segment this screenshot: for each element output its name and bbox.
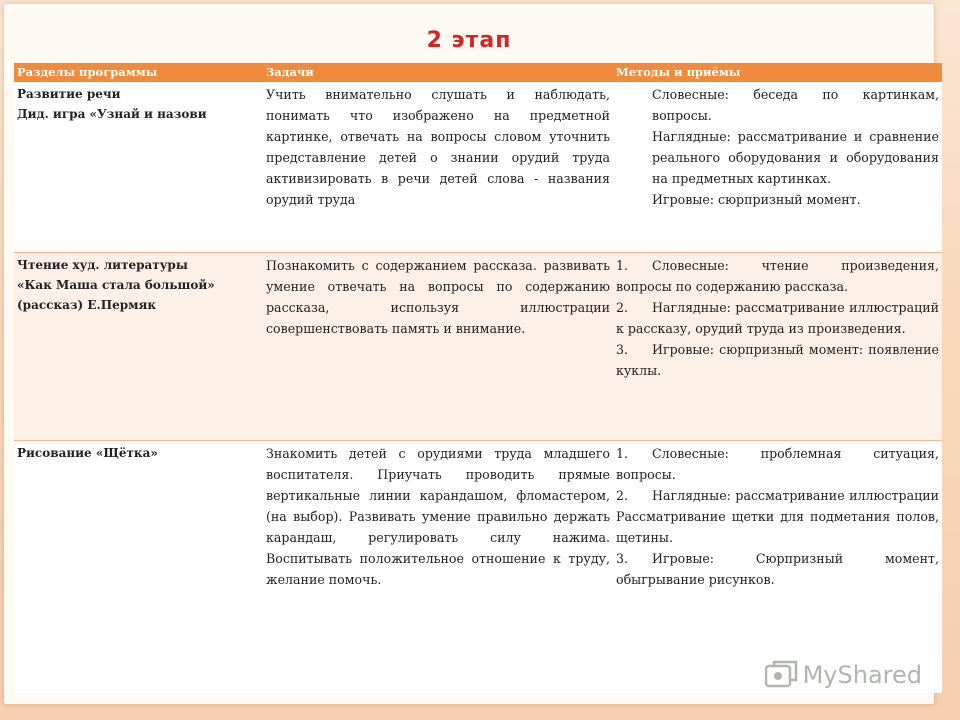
method-item: Словесные: беседа по картинкам, вопросы. (652, 87, 939, 123)
slide (4, 4, 939, 704)
methods-cell (613, 441, 942, 694)
tasks-cell: Знакомить детей с орудиями труда младшего воспитателя. Приучать проводить прямые вертикальные линии карандашом, фломастером, (на выбор). Развивать умение правильно держать карандаш, регулировать силу нажима. Воспитывать положительное отношение к труду, желание помочь. (263, 441, 613, 694)
myshared-logo-icon (765, 660, 799, 690)
section-line: «Как Маша стала большой» (17, 278, 215, 292)
methods-cell (613, 82, 942, 253)
slide-title: 2 этап (426, 28, 512, 53)
tasks-cell: Познакомить с содержанием рассказа. развивать умение отвечать на вопросы по содержанию рассказа, используя иллюстрации совершенствовать память и внимание. (263, 253, 613, 441)
method-item: Игровые: сюрпризный момент. (652, 192, 861, 207)
section-line: Развитие речи (17, 87, 121, 101)
methods-cell (613, 253, 942, 441)
watermark-text: MyShared (802, 661, 922, 689)
method-item: 2. Наглядные: рассматривание иллюстраций к рассказу, орудий труда из произведения. (616, 300, 939, 336)
header-tasks: Задачи (263, 63, 613, 82)
program-table (14, 63, 942, 693)
method-item: 1. Словесные: проблемная ситуация, вопросы. (616, 446, 939, 482)
header-sections: Разделы программы (14, 63, 263, 82)
section-cell (14, 82, 263, 253)
method-item: Наглядные: рассматривание и сравнение реального оборудования и оборудования на предметных картинках. (652, 129, 939, 186)
section-line: (рассказ) Е.Пермяк (17, 298, 157, 312)
section-cell (14, 441, 263, 694)
method-item: 3. Игровые: сюрпризный момент: появление куклы. (616, 342, 939, 378)
section-line: Рисование «Щётка» (17, 446, 158, 460)
table-row (14, 253, 942, 441)
table-row (14, 441, 942, 694)
section-line: Чтение худ. литературы (17, 258, 188, 272)
header-methods: Методы и приёмы (613, 63, 942, 82)
tasks-cell: Учить внимательно слушать и наблюдать, понимать что изображено на предметной картинке, отвечать на вопросы словом уточнить представление детей о знании орудий труда активизировать в речи детей слова - названия орудий труда (263, 82, 613, 253)
method-item: 1. Словесные: чтение произведения, вопросы по содержанию рассказа. (616, 258, 939, 294)
section-cell (14, 253, 263, 441)
table-row (14, 82, 942, 253)
watermark[interactable] (765, 660, 922, 690)
section-line: Дид. игра «Узнай и назови (17, 107, 207, 121)
method-item: 2. Наглядные: рассматривание иллюстрации Рассматривание щетки для подметания полов, щетины. (616, 488, 939, 545)
table-header-row (14, 63, 942, 82)
method-item: 3. Игровые: Сюрпризный момент, обыгрывание рисунков. (616, 551, 939, 587)
